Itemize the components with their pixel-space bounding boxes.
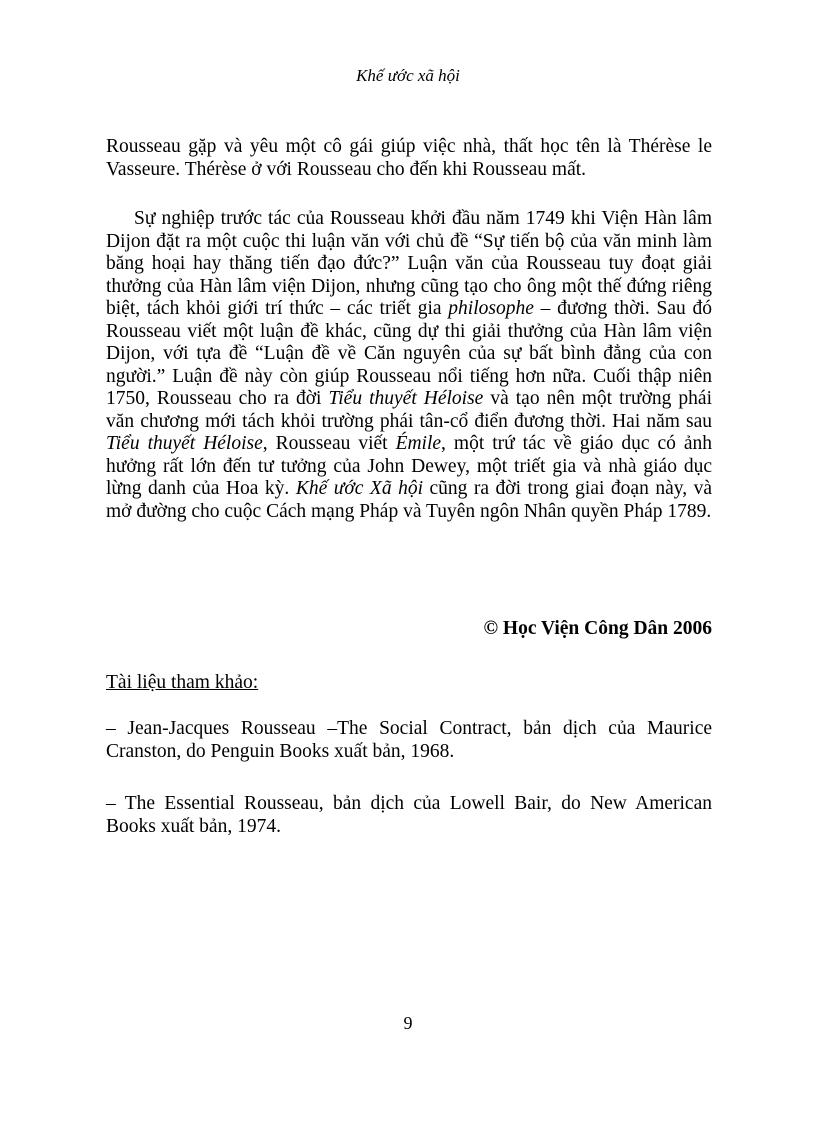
page-number: 9: [403, 1013, 413, 1033]
paragraph-career-text-5: , một trứ tác về giáo dục có ảnh hưởng rất lớn đến tư tưởng của John Dewey, một triết gia và nhà giáo dục lừng danh của Hoa kỳ.: [106, 433, 712, 499]
paragraph-career-text-3: và tạo nên một trường phái văn chương mới tách khỏi trường phái tân-cổ điển đương thời. Hai năm sau: [106, 388, 712, 432]
paragraph-career-text-6: cũng ra đời trong giai đoạn này, và mở đường cho cuộc Cách mạng Pháp và Tuyên ngôn Nhân quyền Pháp 1789.: [106, 478, 712, 522]
reference-item: – The Essential Rousseau, bản dịch của Lowell Bair, do New American Books xuất bản, 1974.: [106, 793, 712, 837]
copyright-notice: © Học Viện Công Dân 2006: [483, 618, 712, 639]
references-heading: Tài liệu tham khảo:: [106, 672, 259, 693]
paragraph-career-text-1: Sự nghiệp trước tác của Rousseau khởi đầu năm 1749 khi Viện Hàn lâm Dijon đặt ra một cuộc thi luận văn với chủ đề “Sự tiến bộ của văn minh làm băng hoại hay thăng tiến đạo đức?” Luận văn của Rousseau tuy đoạt giải thưởng của Hàn lâm viện Dijon, nhưng cũng tạo cho ông một thế đứng riêng biệt, tách khỏi giới trí thức – các triết gia: [106, 208, 712, 319]
italic-philosophe: philosophe: [448, 298, 534, 319]
reference-item: – Jean-Jacques Rousseau –The Social Contract, bản dịch của Maurice Cranston, do Penguin Books xuất bản, 1968.: [106, 718, 712, 762]
italic-emile-title: Émile: [395, 433, 442, 454]
running-header: Khế ước xã hội: [356, 66, 460, 85]
italic-heloise-title: Tiểu thuyết Héloise: [328, 388, 484, 409]
paragraph-intro: Rousseau gặp và yêu một cô gái giúp việc nhà, thất học tên là Thérèse le Vasseure. Thérèse ở với Rousseau cho đến khi Rousseau mất.: [106, 136, 712, 180]
paragraph-career-text-2: – đương thời. Sau đó Rousseau viết một luận đề khác, cũng dự thi giải thưởng của Hàn lâm viện Dijon, với tựa đề “Luận đề về Căn nguyên của sự bất bình đẳng của con người.” Luận đề này còn giúp Rousseau nổi tiếng hơn nữa. Cuối thập niên 1750, Rousseau cho ra đời: [106, 298, 713, 409]
paragraph-career: [106, 208, 712, 523]
paragraph-career-text-4: , Rousseau viết: [262, 433, 396, 454]
italic-social-contract-title: Khế ước Xã hội: [295, 478, 423, 499]
italic-heloise-title-2: Tiểu thuyết Héloise: [106, 433, 263, 454]
